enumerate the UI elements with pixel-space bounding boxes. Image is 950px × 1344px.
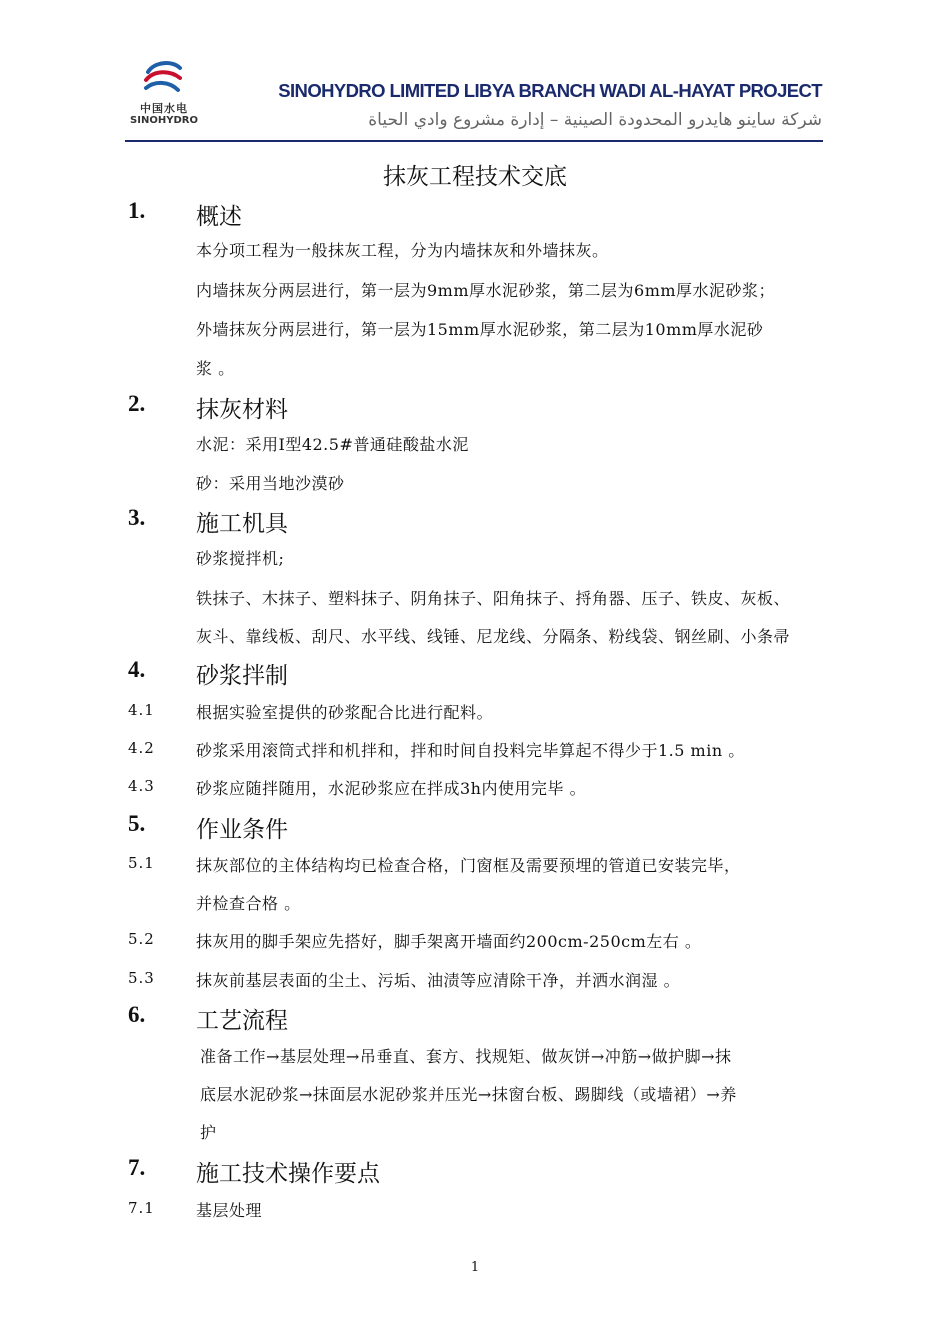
paragraph-line: 水泥：采用Ⅰ型42.5#普通硅酸盐水泥 xyxy=(196,435,469,454)
item-text-continued: 并检查合格 。 xyxy=(196,894,301,913)
paragraph-line: 铁抹子、木抹子、塑料抹子、阴角抹子、阳角抹子、捋角器、压子、铁皮、灰板、 xyxy=(196,589,791,608)
section-number: 7. xyxy=(128,1155,146,1180)
item-text: 砂浆采用滚筒式拌和机拌和，拌和时间自投料完毕算起不得少于1.5 min 。 xyxy=(196,741,745,760)
section-number: 3. xyxy=(128,505,146,530)
item-text: 抹灰用的脚手架应先搭好，脚手架离开墙面约200cm-250cm左右 。 xyxy=(196,932,702,951)
page-number: 1 xyxy=(470,1260,480,1275)
paragraph-line: 砂：采用当地沙漠砂 xyxy=(196,474,345,493)
section-title: 施工技术操作要点 xyxy=(196,1161,380,1187)
section-title: 作业条件 xyxy=(196,817,288,843)
document-title: 抹灰工程技术交底 xyxy=(383,164,567,190)
logo-text-en: SINOHYDRO xyxy=(130,115,198,126)
section-number: 1. xyxy=(128,198,146,223)
item-number: 5.2 xyxy=(128,930,155,948)
item-number: 4.2 xyxy=(128,739,155,757)
paragraph-line: 准备工作→基层处理→吊垂直、套方、找规矩、做灰饼→冲筋→做护脚→抹 xyxy=(200,1047,732,1066)
item-number: 7.1 xyxy=(128,1199,155,1217)
section-number: 6. xyxy=(128,1002,146,1027)
paragraph-line: 内墙抹灰分两层进行，第一层为9mm厚水泥砂浆，第二层为6mm厚水泥砂浆； xyxy=(196,281,776,300)
item-text: 根据实验室提供的砂浆配合比进行配料。 xyxy=(196,703,494,722)
section-title: 抹灰材料 xyxy=(196,397,288,423)
item-number: 4.1 xyxy=(128,701,155,719)
section-number: 4. xyxy=(128,657,146,682)
paragraph-line: 灰斗、靠线板、刮尺、水平线、线锤、尼龙线、分隔条、粉线袋、钢丝刷、小条帚 xyxy=(196,627,791,646)
section-number: 2. xyxy=(128,391,146,416)
paragraph-line: 底层水泥砂浆→抹面层水泥砂浆并压光→抹窗台板、踢脚线（或墙裙）→养 xyxy=(200,1085,737,1104)
paragraph-line: 护 xyxy=(200,1123,217,1142)
section-title: 工艺流程 xyxy=(196,1008,288,1034)
section-title: 施工机具 xyxy=(196,511,288,537)
header-divider xyxy=(125,140,823,142)
item-number: 4.3 xyxy=(128,777,155,795)
sinohydro-logo-icon xyxy=(140,58,186,98)
item-text: 砂浆应随拌随用，水泥砂浆应在拌成3h内使用完毕 。 xyxy=(196,779,587,798)
item-text: 基层处理 xyxy=(196,1201,263,1220)
item-text: 抹灰部位的主体结构均已检查合格，门窗框及需要预埋的管道已安装完毕， xyxy=(196,856,741,875)
paragraph-line: 外墙抹灰分两层进行，第一层为15mm厚水泥砂浆，第二层为10mm厚水泥砂 xyxy=(196,320,764,339)
paragraph-line: 浆 。 xyxy=(196,359,235,378)
header-title-ar: شركة ساينو هايدرو المحدودة الصينية – إدارة مشروع وادي الحياة xyxy=(368,110,822,130)
paragraph-line: 砂浆搅拌机; xyxy=(196,549,285,568)
section-number: 5. xyxy=(128,811,146,836)
section-title: 概述 xyxy=(196,204,242,230)
section-title: 砂浆拌制 xyxy=(196,663,288,689)
item-text: 抹灰前基层表面的尘土、污垢、油渍等应清除干净，并洒水润湿 。 xyxy=(196,971,681,990)
item-number: 5.3 xyxy=(128,969,155,987)
logo-text-cn: 中国水电 xyxy=(140,102,188,115)
item-number: 5.1 xyxy=(128,854,155,872)
sinohydro-logo xyxy=(128,58,200,132)
paragraph-line: 本分项工程为一般抹灰工程，分为内墙抹灰和外墙抹灰。 xyxy=(196,241,609,260)
header-title-en: SINOHYDRO LIMITED LIBYA BRANCH WADI AL-HAYAT PROJECT xyxy=(278,80,822,101)
